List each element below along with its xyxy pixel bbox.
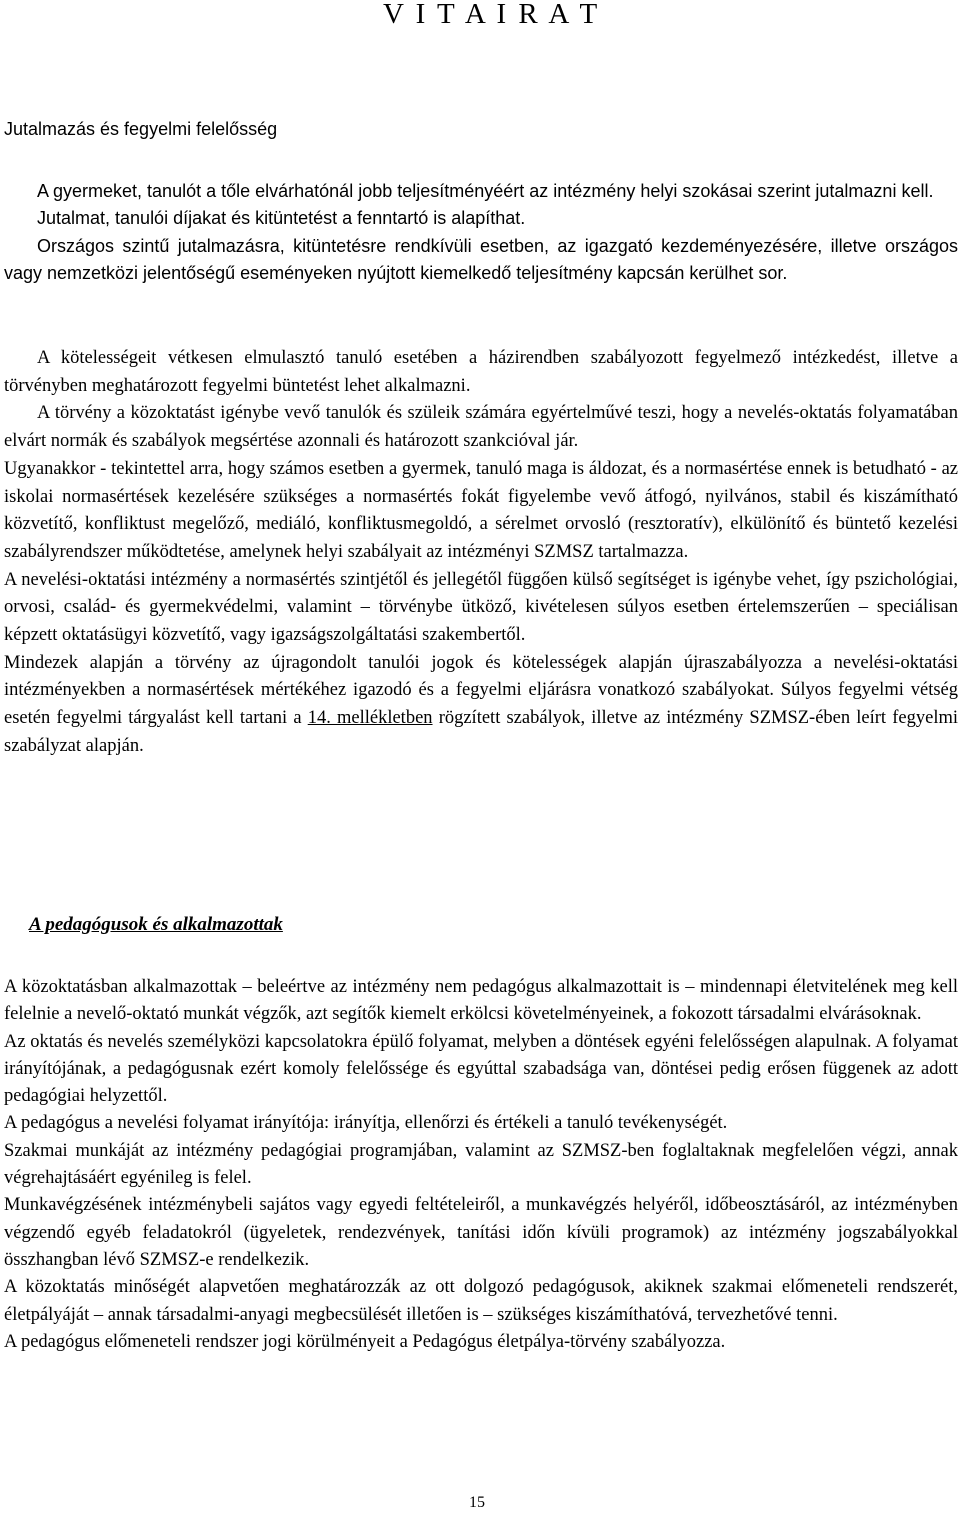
hearing-text-before: Mindezek alapján a törvény az újragondolt tanulói jogok és kötelességek alapján újraszabályozza a nevelési-oktatási intézményekben a normasértések mértékéhez igazodó és a fegyelmi eljárásra vonatkozó szabályokat. Súlyos fegyelmi vétség esetén fegyelmi tárgyalást kell tartani a <box>4 652 958 729</box>
hearing-text-after: rögzített szabályok, illetve az intézmény SZMSZ-ében leírt fegyelmi szabályzat alapján. <box>4 708 958 756</box>
paragraph-disciplinary-measure: A kötelességeit vétkesen elmulasztó tanuló esetében a házirendben szabályozott fegyelmező intézkedést, illetve a törvényben meghatározott fegyelmi büntetést lehet alkalmazni. <box>4 348 958 396</box>
paragraph-disciplinary-hearing <box>4 650 958 761</box>
paragraph-teacher-work: Szakmai munkáját az intézmény pedagógiai programjában, valamint az SZMSZ-ben foglaltaknak megfelelően végzi, annak végrehajtásáért egyénileg is felel. <box>4 1140 958 1189</box>
page-title: V I T A I R A T <box>383 0 600 30</box>
paragraph-staff-conduct: A közoktatásban alkalmazottak – beleértve az intézmény nem pedagógus alkalmazottait is – mindennapi életvitelének meg kell felelnie a nevelő-oktató munkát végzők, azt segítők kiemelt erkölcsi követelményeinek, a fokozott társadalmi elvárásoknak. <box>4 977 958 1025</box>
paragraph-teacher-role: A pedagógus a nevelési folyamat irányítója: irányítja, ellenőrzi és értékeli a tanuló tevékenységét. <box>4 1113 728 1134</box>
paragraph-reward-founder: Jutalmat, tanulói díjakat és kitüntetést a fenntartó is alapíthat. <box>37 208 526 229</box>
annex-14-reference: 14. mellékletben <box>307 708 433 729</box>
paragraph-law-clarity: A törvény a közoktatást igénybe vevő tanulók és szüleik számára egyértelművé teszi, hogy a nevelés-oktatás folyamatában elvárt normák és szabályok megsértése azonnali és határozott szankcióval jár. <box>4 403 958 452</box>
paragraph-teacher-responsibility: Az oktatás és nevelés személyközi kapcsolatokra épülő folyamat, melyben a döntések egyéni felelősségen alapulnak. A folyamat irányítójának, a pedagógusnak ezért komoly felelőssége és egyúttal szabadsága van, döntései pedig erősen függenek az adott pedagógiai helyzettől. <box>4 1031 958 1107</box>
paragraph-career-law: A pedagógus előmeneteli rendszer jogi körülményeit a Pedagógus életpálya-törvény szabályozza. <box>4 1331 726 1352</box>
section-heading-rewards-discipline: Jutalmazás és fegyelmi felelősség <box>4 119 278 139</box>
page-number: 15 <box>469 1494 485 1511</box>
paragraph-work-conditions: Munkavégzésének intézménybeli sajátos vagy egyedi feltételeiről, a munkavégzés helyéről, időbeosztásáról, az intézményben végzendő egyéb feladatokról (ügyeletek, rendezvények, tanítási időn kívüli programok) az intézmény jogszabályokkal összhangban lévő SZMSZ-e rendelkezik. <box>4 1195 958 1270</box>
discipline-paragraphs <box>4 345 958 761</box>
paragraph-career-system: A közoktatás minőségét alapvetően meghatározzák az ott dolgozó pedagógusok, akiknek szakmai előmeneteli rendszerét, életpályáját – annak társadalmi-anyagi megbecsülését illetően is – szükséges kiszámíthatóvá, tervezhetővé tenni. <box>4 1277 958 1325</box>
paragraph-external-help: A nevelési-oktatási intézmény a normasértés szintjétől és jellegétől függően külső segítséget is igénybe vehet, így pszichológiai, orvosi, család- és gyermekvédelmi, valamint – törvénybe ütköző, kivételesen súlyos esetben értelemszerűen – speciálisan képzett oktatásügyi közvetítő, vagy igazságszolgáltatási szakembertől. <box>4 569 958 646</box>
section-heading-teachers-staff: A pedagógusok és alkalmazottak <box>29 914 283 935</box>
teachers-paragraphs <box>4 974 958 1356</box>
rewards-paragraphs <box>4 178 958 287</box>
paragraph-restorative-system: Ugyanakkor - tekintettel arra, hogy számos esetben a gyermek, tanuló maga is áldozat, és a normasértése ennek is betudható - az iskolai normasértések kezelésére szükséges a normasértés fokát figyelembe vevő átfogó, nyilvános, stabil és kiszámítható közvetítő, konfliktust megelőző, mediáló, konfliktusmegoldó, a sérelmet orvosló (resztoratív), elkülönítő és büntető kezelési szabályrendszer működtetése, amelynek helyi szabályait az intézményi SZMSZ tartalmazza. <box>4 458 958 562</box>
paragraph-reward-rule: A gyermeket, tanulót a tőle elvárhatónál jobb teljesítményéért az intézmény helyi szokásai szerint jutalmazni kell. <box>37 181 934 201</box>
paragraph-national-reward: Országos szintű jutalmazásra, kitüntetésre rendkívüli esetben, az igazgató kezdeményezésére, illetve országos vagy nemzetközi jelentőségű eseményeken nyújtott kiemelkedő teljesítmény kapcsán kerülhet sor. <box>4 235 958 283</box>
